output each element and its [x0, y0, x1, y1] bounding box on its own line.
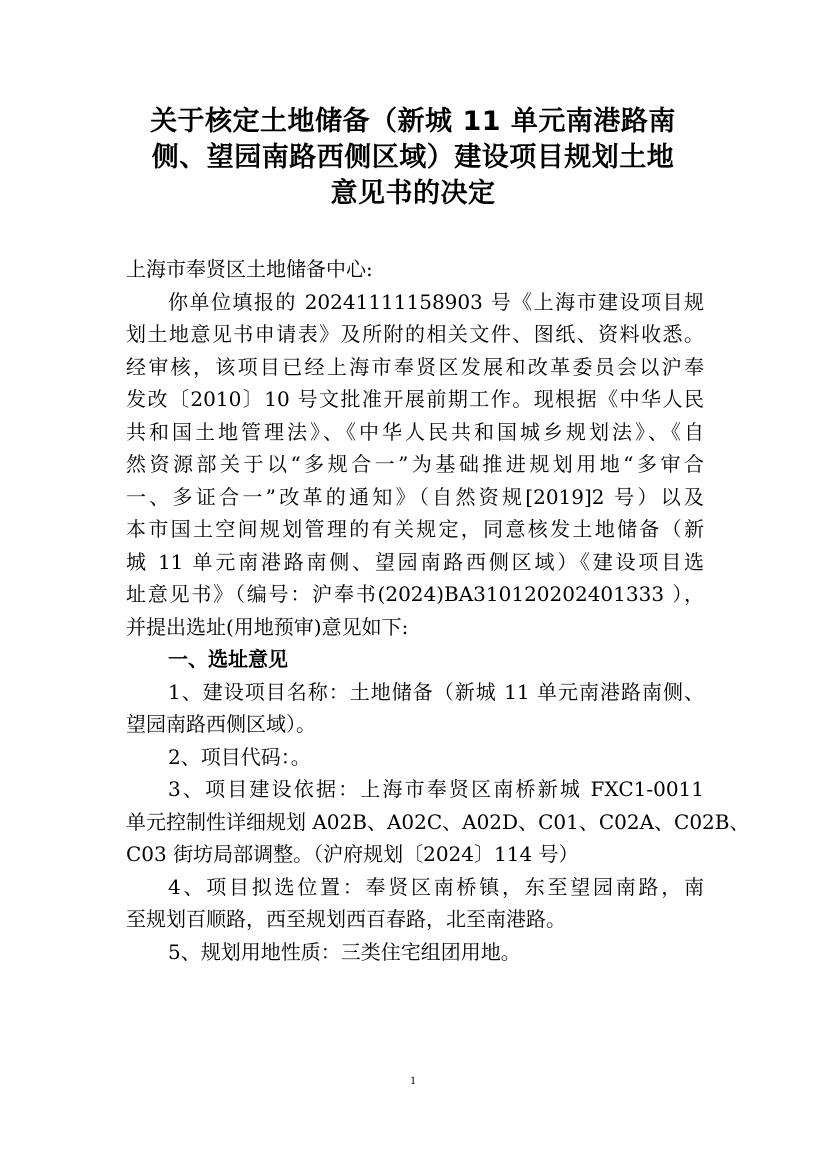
- paragraph-line: 发改〔2010〕10 号文批准开展前期工作。现根据《中华人民: [126, 387, 704, 411]
- section-heading: 一、选址意见: [168, 647, 288, 671]
- document-body: [126, 253, 750, 968]
- paragraph-line: 并提出选址(用地预审)意见如下:: [126, 614, 409, 639]
- item-line: 2、项目代码：。: [168, 744, 311, 769]
- paragraph-line: 一、多证合一”改革的通知》（自然资规[2019]2 号）以及: [126, 484, 704, 509]
- item-line: 望园南路西侧区域）。: [126, 712, 316, 736]
- paragraph-line: 城 11 单元南港路南侧、望园南路西侧区域）《建设项目选: [126, 549, 704, 574]
- item-line: 1、建设项目名称：土地储备（新城 11 单元南港路南侧、: [168, 679, 704, 704]
- paragraph-line: 你单位填报的 20241111158903 号《上海市建设项目规: [168, 289, 704, 314]
- paragraph-line: 划土地意见书申请表》及所附的相关文件、图纸、资料收悉。: [126, 322, 704, 346]
- item-line: 3、项目建设依据：上海市奉贤区南桥新城 FXC1-0011: [168, 777, 704, 801]
- paragraph-line: 本市国土空间规划管理的有关规定，同意核发土地储备（新: [126, 517, 704, 541]
- paragraph-line: 然资源部关于以“多规合一”为基础推进规划用地“多审合: [126, 452, 704, 476]
- paragraph-line: 共和国土地管理法》、《中华人民共和国城乡规划法》、《自: [126, 419, 704, 444]
- paragraph-line: 址意见书》（编号：沪奉书(2024)BA310120202401333 ），: [126, 582, 704, 606]
- item-line: 单元控制性详细规划 A02B、A02C、A02D、C01、C02A、C02B、: [126, 809, 750, 834]
- addressee: 上海市奉贤区土地储备中心:: [126, 257, 373, 281]
- document-title: [100, 104, 726, 212]
- item-line: 至规划百顺路，西至规划西百春路，北至南港路。: [126, 907, 566, 931]
- title-line: 侧、望园南路西侧区域）建设项目规划土地: [151, 142, 675, 173]
- item-line: C03 街坊局部调整。（沪府规划〔2024〕114 号）: [126, 842, 579, 866]
- item-line: 4、项目拟选位置：奉贤区南桥镇，东至望园南路，南: [168, 874, 704, 899]
- page-number: 1: [410, 1073, 416, 1087]
- title-line: 关于核定土地储备（新城 11 单元南港路南: [150, 106, 676, 137]
- item-line: 5、规划用地性质：三类住宅组团用地。: [168, 939, 521, 964]
- paragraph-line: 经审核，该项目已经上海市奉贤区发展和改革委员会以沪奉: [126, 354, 704, 379]
- title-line: 意见书的决定: [330, 178, 496, 209]
